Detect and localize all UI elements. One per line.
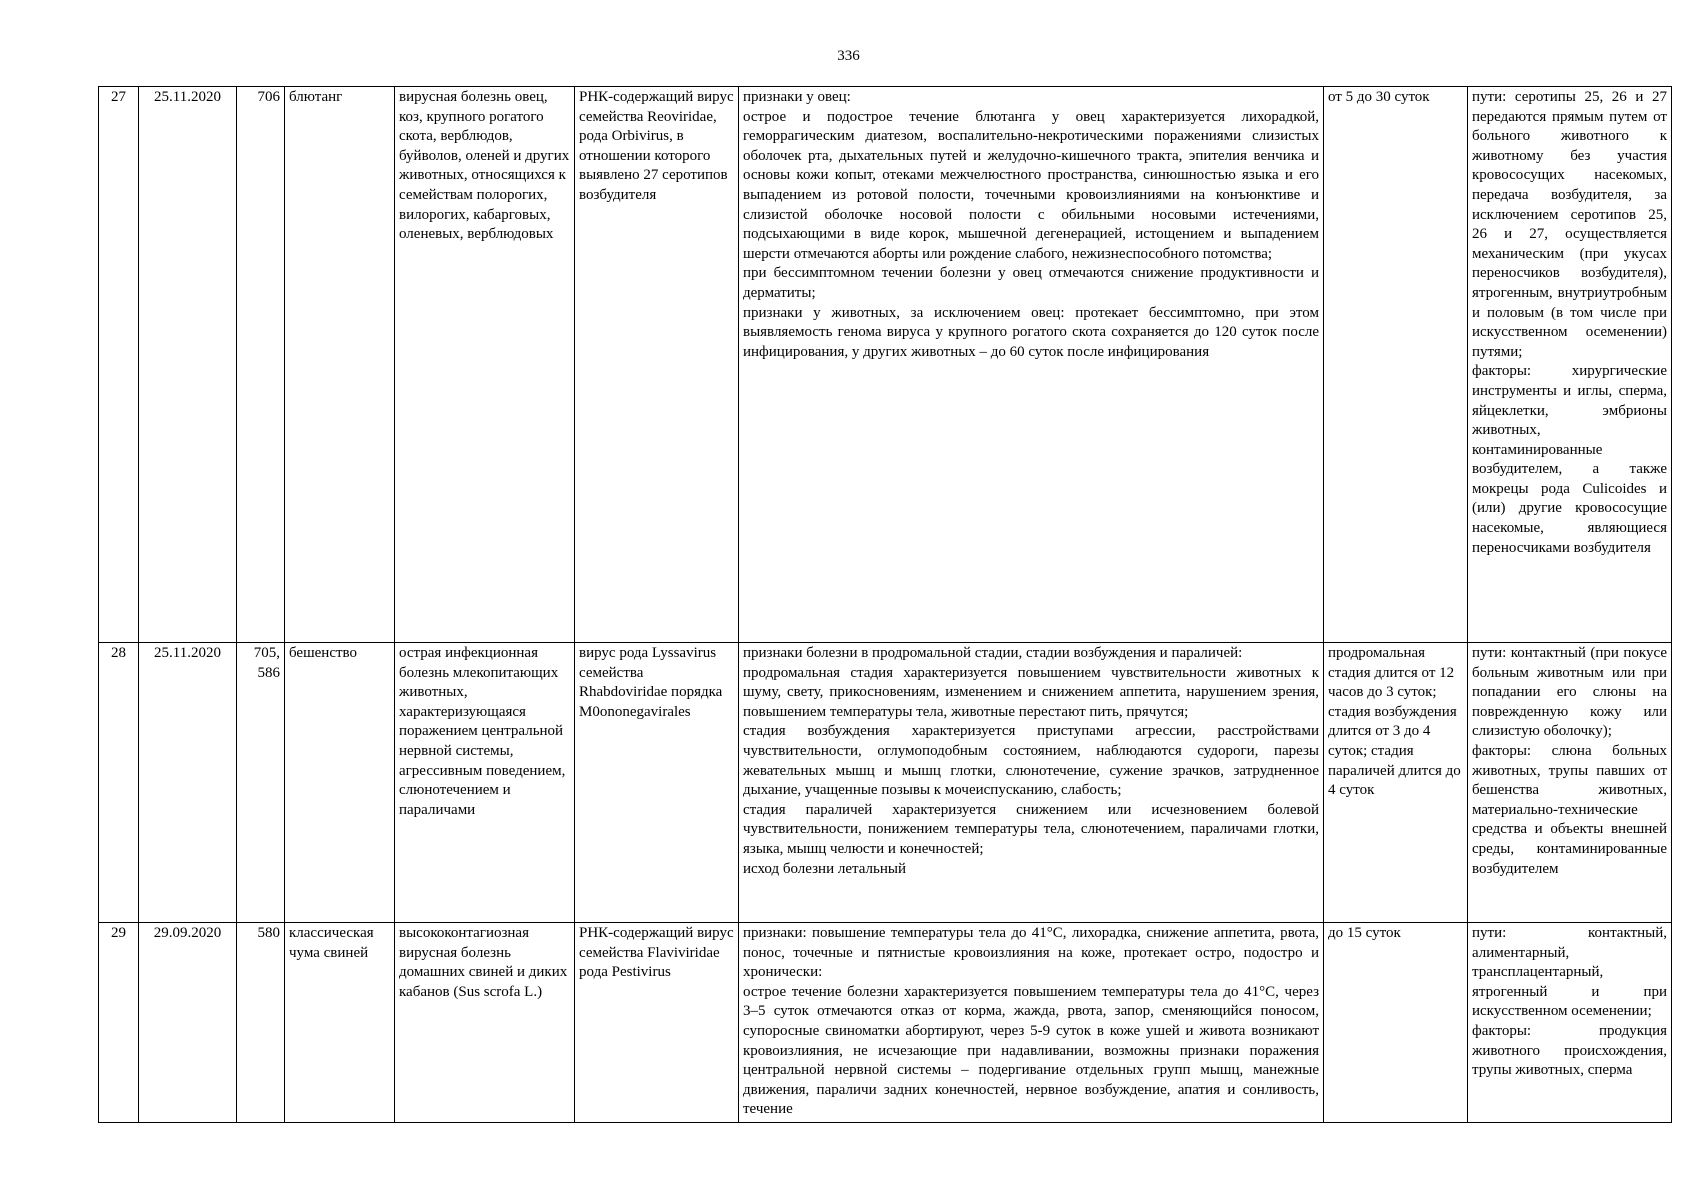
row-disease-name: классическая чума свиней [285,923,395,1123]
transmission-paragraph: факторы: продукция животного происхождения, трупы животных, сперма [1472,1022,1667,1079]
signs-paragraph: при бессимптомном течении болезни у овец отмечаются снижение продуктивности и дерматиты; [743,265,1319,301]
signs-paragraph: продромальная стадия характеризуется повышением чувствительности животных к шуму, свету, прикосновениям, изменением и снижением аппетита, нарушением зрения, повышением температуры тела, животные перестают пить, прячутся; [743,664,1319,720]
row-incubation-period: продромальная стадия длится от 12 часов до 3 суток; стадия возбуждения длится от 3 до 4 суток; стадия параличей длится до 4 суток [1324,643,1468,923]
row-disease-name: бешенство [285,643,395,923]
signs-paragraph: признаки: повышение температуры тела до 41°C, лихорадка, снижение аппетита, рвота, понос, точечные и пятнистые кровоизлияния на коже, протекает остро, подостро и хронически: [743,925,1319,981]
transmission-paragraph: пути: контактный (при покусе больным животным или при попадании его слюны на поврежденную кожу или слизистую оболочку); [1472,645,1667,740]
signs-paragraph: признаки болезни в продромальной стадии, стадии возбуждения и параличей: [743,645,1243,661]
row-date: 25.11.2020 [139,643,237,923]
signs-paragraph: острое течение болезни характеризуется повышением температуры тела до 41°C, через 3–5 суток отмечаются отказ от корма, жажда, рвота, запор, сменяющийся поносом, супоросные свиноматки абортируют, через 5-9 суток в коже ушей и живота возникают кровоизлияния, не исчезающие при надавливании, возможны признаки поражения центральной нервной системы – подергивание отдельных групп мышц, манежные движения, параличи задних конечностей, нервное возбуждение, апатия и сонливость, течение [743,983,1319,1118]
signs-paragraph: исход болезни летальный [743,860,906,877]
signs-paragraph: признаки у животных, за исключением овец: протекает бессимптомно, при этом выявляемость генома вируса у крупного рогатого скота сохраняется до 120 суток после инфицирования, у других животных – до 60 суток после инфицирования [743,304,1319,360]
transmission-paragraph: факторы: хирургические инструменты и иглы, сперма, яйцеклетки, эмбрионы животных, контаминированные возбудителем, а также мокрецы рода Culicoides и (или) другие кровососущие насекомые, являющиеся переносчиками возбудителя [1472,363,1667,556]
row-date: 29.09.2020 [139,923,237,1123]
row-disease-name: блютанг [285,87,395,643]
table-row [99,643,1672,923]
row-incubation-period: до 15 суток [1324,923,1468,1123]
disease-registry-table [98,86,1672,1123]
row-pathogen: РНК-содержащий вирус семейства Reoviridae, рода Orbivirus, в отношении которого выявлено 27 серотипов возбудителя [575,87,739,643]
row-disease-definition: высококонтагиозная вирусная болезнь домашних свиней и диких кабанов (Sus scrofa L.) [395,923,575,1123]
signs-paragraph: острое и подострое течение блютанга у овец характеризуется лихорадкой, геморрагическим диатезом, воспалительно-некротическими поражениями слизистых оболочек рта, дыхательных путей и желудочно-кишечного тракта, эпителия венчика и основы кожи копыт, отеками межчелюстного пространства, синюшностью языка и его выпадением из ротовой полости, точечными кровоизлияниями на конъюнктиве и слизистой оболочке носовой полости с обильными носовыми истечениями, подсыхающими в виде корок, мышечной дегенерацией, истощением и выпадением шерсти отмечаются аборты или рождение слабого, нежизнеспособного потомства; [743,108,1319,262]
signs-paragraph: признаки у овец: [743,89,851,105]
row-disease-definition: острая инфекционная болезнь млекопитающих животных, характеризующаяся поражением центральной нервной системы, агрессивным поведением, слюнотечением и параличами [395,643,575,923]
transmission-paragraph: пути: контактный, алиментарный, трансплацентарный, ятрогенный и при искусственном осеменении; [1472,925,1667,1020]
page-number: 336 [837,48,860,64]
row-pathogen: вирус рода Lyssavirus семейства Rhabdoviridae порядка M0ononegavirales [575,643,739,923]
row-number: 29 [99,923,139,1123]
signs-paragraph: стадия параличей характеризуется снижением или исчезновением болевой чувствительности, понижением температуры тела, слюнотечением, параличами глотки, языка, мышц челюсти и конечностей; [743,801,1319,857]
row-transmission [1468,643,1672,923]
row-order-number: 705, 586 [237,643,285,923]
row-date: 25.11.2020 [139,87,237,643]
table-row [99,923,1672,1123]
row-number: 28 [99,643,139,923]
transmission-paragraph: факторы: слюна больных животных, трупы павших от бешенства животных, материально-технические средства и объекты внешней среды, контаминированные возбудителем [1472,742,1667,877]
table-row [99,87,1672,643]
row-disease-definition: вирусная болезнь овец, коз, крупного рогатого скота, верблюдов, буйволов, оленей и других животных, относящихся к семействам полорогих, вилорогих, кабарговых, оленевых, верблюдовых [395,87,575,643]
row-pathogen: РНК-содержащий вирус семейства Flaviviridae рода Pestivirus [575,923,739,1123]
row-order-number: 706 [237,87,285,643]
transmission-paragraph: пути: серотипы 25, 26 и 27 передаются прямым путем от больного животного к животному без участия кровососущих насекомых, передача возбудителя, за исключением серотипов 25, 26 и 27, осуществляется механическим (при укусах переносчиков возбудителя), ятрогенным, внутриутробным и половым (в том числе при искусственном осеменении) путями; [1472,89,1667,360]
row-clinical-signs [739,643,1324,923]
row-clinical-signs [739,923,1324,1123]
row-order-number: 580 [237,923,285,1123]
row-transmission [1468,87,1672,643]
row-incubation-period: от 5 до 30 суток [1324,87,1468,643]
row-number: 27 [99,87,139,643]
row-clinical-signs [739,87,1324,643]
row-transmission [1468,923,1672,1123]
signs-paragraph: стадия возбуждения характеризуется приступами агрессии, расстройствами чувствительности, оглумоподобным состоянием, наблюдаются судороги, парезы жевательных мышц и мышц глотки, слюнотечение, сужение зрачков, затрудненное дыхание, учащенные позывы к мочеиспусканию, слабость; [743,723,1319,799]
